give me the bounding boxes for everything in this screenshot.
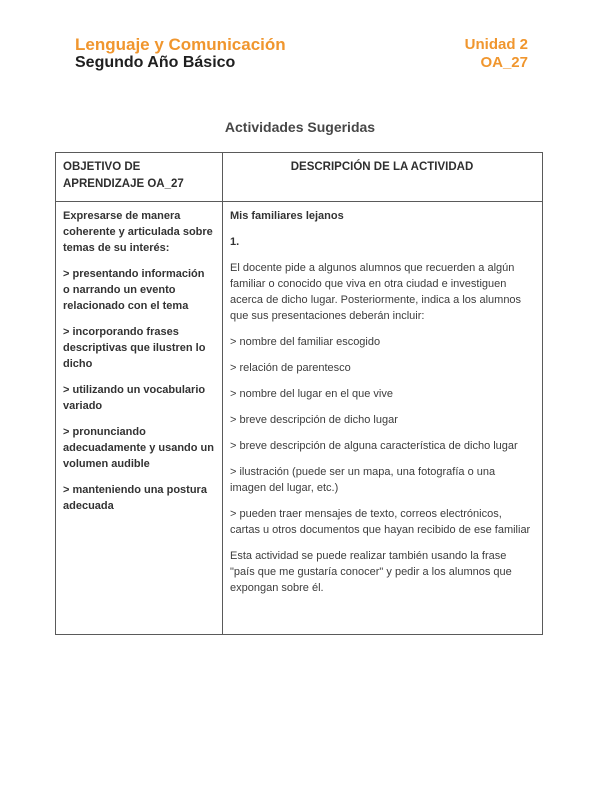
objective-bullet: > manteniendo una postura adecuada bbox=[63, 484, 207, 512]
page-title: Actividades Sugeridas bbox=[224, 119, 376, 135]
activity-bullet: > nombre del familiar escogido bbox=[230, 336, 381, 348]
objective-bullet: > utilizando un vocabulario variado bbox=[63, 384, 206, 412]
activities-table bbox=[55, 152, 543, 635]
activity-intro: El docente pide a algunos alumnos que recuerden a algún familiar o conocido que viva en otra ciudad e investiguen acerca de dicho lugar. Posteriormente, indica a los alumnos que sus presentaciones deberán incluir: bbox=[230, 262, 522, 322]
activity-bullet: > ilustración (puede ser un mapa, una fotografía o una imagen del lugar, etc.) bbox=[230, 466, 496, 494]
doc-header-right bbox=[465, 36, 528, 72]
activity-bullet: > relación de parentesco bbox=[230, 362, 351, 374]
unit-label: Unidad 2 bbox=[464, 36, 528, 53]
activity-bullet: > breve descripción de alguna característica de dicho lugar bbox=[230, 440, 518, 452]
activity-closing: Esta actividad se puede realizar también usando la frase "país que me gustaría conocer" y pedir a los alumnos que expongan sobre él. bbox=[230, 550, 512, 594]
doc-header bbox=[0, 0, 600, 72]
activity-bullet: > nombre del lugar en el que vive bbox=[230, 388, 393, 400]
activity-column-header: DESCRIPCIÓN DE LA ACTIVIDAD bbox=[222, 153, 542, 201]
grade-subtitle: Segundo Año Básico bbox=[75, 54, 236, 71]
oa-label: OA_27 bbox=[480, 54, 528, 71]
doc-header-left bbox=[75, 36, 286, 72]
activity-number: 1. bbox=[230, 236, 240, 248]
objective-cell bbox=[56, 201, 222, 634]
objective-bullet: > pronunciando adecuadamente y usando un volumen audible bbox=[63, 426, 214, 470]
objective-bullet: > incorporando frases descriptivas que ilustren lo dicho bbox=[63, 326, 206, 370]
activity-bullet: > breve descripción de dicho lugar bbox=[230, 414, 398, 426]
activity-bullet: > pueden traer mensajes de texto, correos electrónicos, cartas u otros documentos que hayan recibido de ese familiar bbox=[230, 508, 531, 536]
subject-title: Lenguaje y Comunicación bbox=[75, 35, 286, 54]
objective-intro: Expresarse de manera coherente y articulada sobre temas de su interés: bbox=[63, 210, 213, 254]
objective-column-header: OBJETIVO DE APRENDIZAJE OA_27 bbox=[63, 161, 184, 190]
objective-bullet: > presentando información o narrando un evento relacionado con el tema bbox=[63, 268, 205, 312]
activity-title: Mis familiares lejanos bbox=[230, 210, 344, 222]
activity-cell bbox=[222, 201, 542, 634]
